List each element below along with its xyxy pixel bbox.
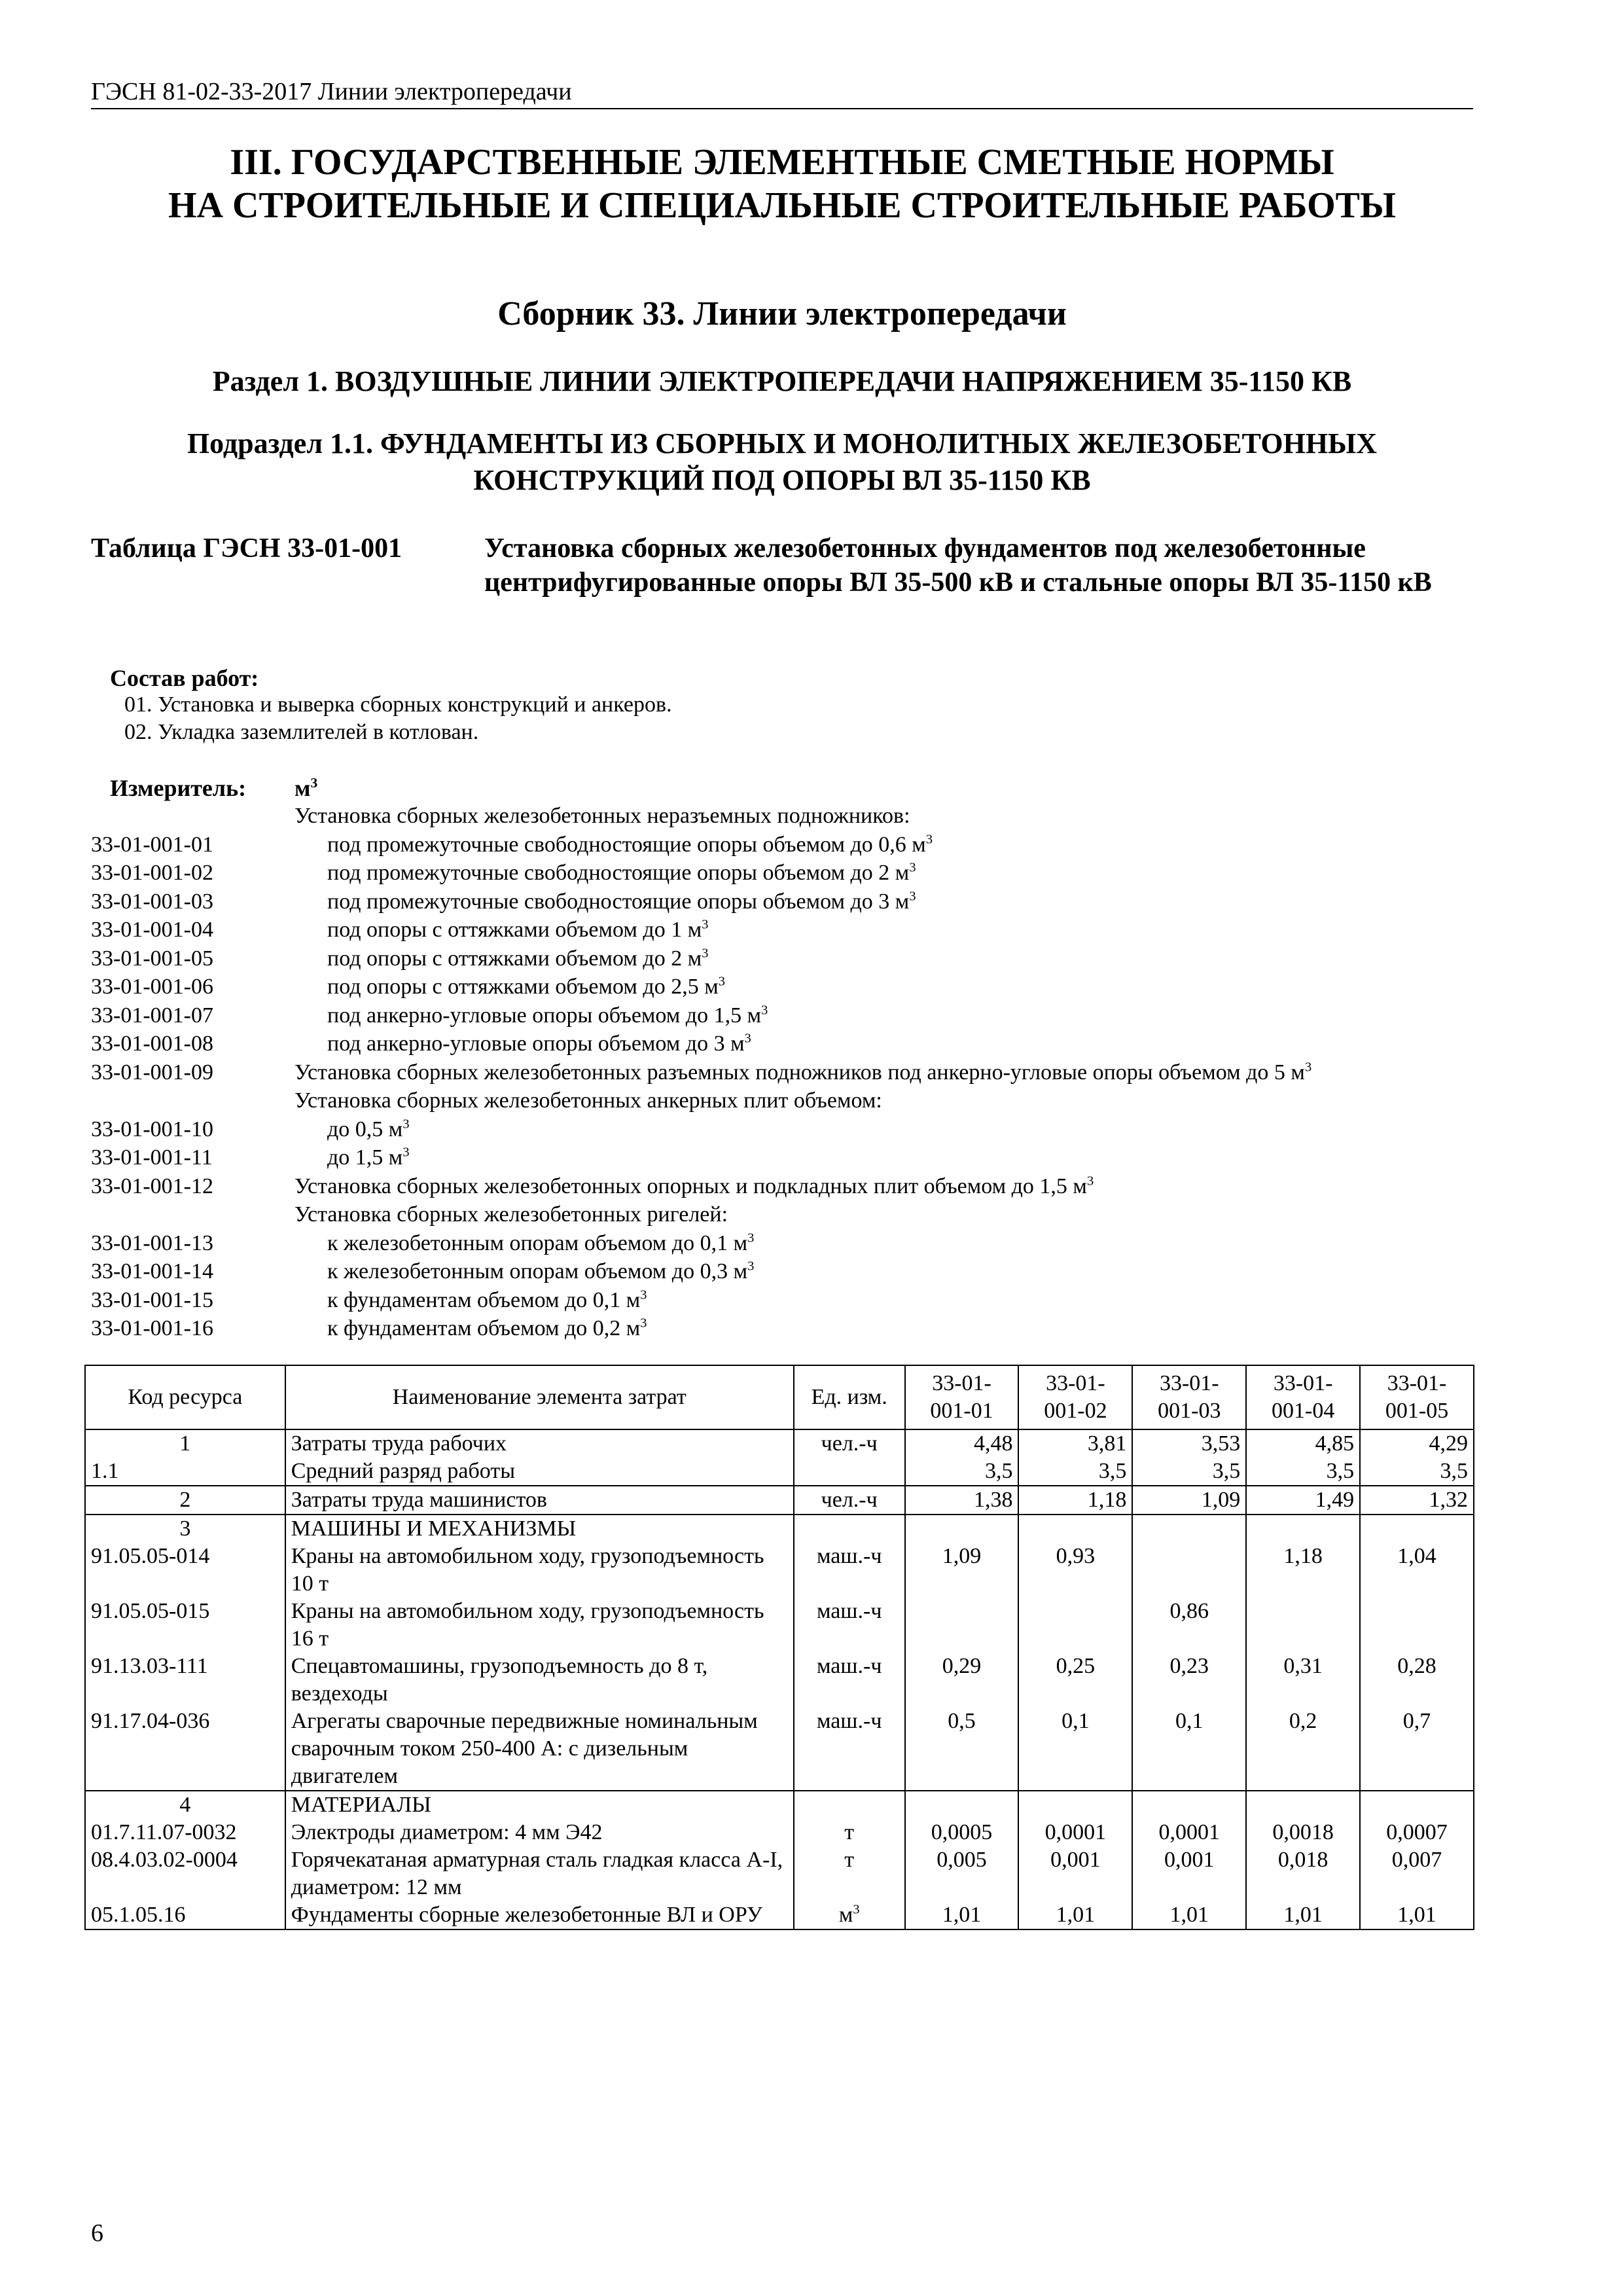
norm-description-text: до 1,5 м — [327, 1145, 403, 1170]
table-row — [85, 1543, 1474, 1598]
resource-value-cell: 3,5 — [1132, 1458, 1246, 1486]
norm-unit-sup: 3 — [761, 1003, 768, 1018]
sostav-item: 02. Укладка заземлителей в котлован. — [124, 720, 479, 744]
table-code: Таблица ГЭСН 33-01-001 — [91, 533, 402, 564]
norm-description — [327, 1145, 410, 1170]
resource-unit-cell — [794, 1901, 905, 1929]
resource-value-cell — [905, 1515, 1019, 1543]
norm-code: 33-01-001-09 — [91, 1060, 213, 1085]
table-row — [85, 1486, 1474, 1515]
resource-unit-text: м — [838, 1903, 853, 1927]
table-header-cell: 33-01- 001-01 — [905, 1365, 1019, 1429]
running-header: ГЭСН 81-02-33-2017 Линии электропередачи — [91, 78, 572, 105]
norm-code: 33-01-001-05 — [91, 946, 213, 971]
table-header-cell: 33-01- 001-03 — [1132, 1365, 1246, 1429]
resource-unit-cell: чел.-ч — [794, 1429, 905, 1458]
norm-description-text: до 0,5 м — [327, 1117, 403, 1141]
resource-value-cell: 0,25 — [1018, 1653, 1132, 1708]
table-header-cell: Ед. изм. — [794, 1365, 905, 1429]
resource-value-cell: 0,0005 — [905, 1819, 1019, 1846]
table-row — [85, 1791, 1474, 1819]
resource-value-cell: 0,0001 — [1018, 1819, 1132, 1846]
norm-description-text: Установка сборных железобетонных опорных и подкладных плит объемом до 1,5 м — [294, 1174, 1087, 1198]
table-header-row — [85, 1365, 1474, 1429]
resource-value-cell: 1,09 — [905, 1543, 1019, 1598]
resource-value-cell: 1,01 — [1132, 1901, 1246, 1929]
resource-unit-cell: маш.-ч — [794, 1543, 905, 1598]
norm-description — [294, 1088, 882, 1113]
resource-value-cell: 1,18 — [1018, 1486, 1132, 1515]
table-row — [85, 1846, 1474, 1901]
norm-code: 33-01-001-07 — [91, 1003, 213, 1028]
norm-unit-sup: 3 — [640, 1316, 647, 1331]
resource-value-cell: 3,81 — [1018, 1429, 1132, 1458]
izmeritel-unit-sup: 3 — [310, 775, 318, 791]
resource-value-cell: 0,93 — [1018, 1543, 1132, 1598]
resource-unit-cell — [794, 1458, 905, 1486]
norm-code: 33-01-001-11 — [91, 1145, 213, 1170]
norm-unit-sup: 3 — [640, 1287, 647, 1302]
resource-value-cell: 0,29 — [905, 1653, 1019, 1708]
norm-code: 33-01-001-02 — [91, 861, 213, 885]
resource-value-cell: 1,09 — [1132, 1486, 1246, 1515]
resource-value-cell: 1,01 — [1018, 1901, 1132, 1929]
norm-description — [327, 1288, 647, 1313]
resource-value-cell: 4,29 — [1360, 1429, 1474, 1458]
resource-name-cell: Горячекатаная арматурная сталь гладкая класса А-I, диаметром: 12 мм — [285, 1846, 794, 1901]
norm-description — [327, 1117, 410, 1142]
norm-description-text: под промежуточные свободностоящие опоры объемом до 3 м — [327, 889, 910, 914]
resource-code-cell: 91.05.05-015 — [85, 1598, 285, 1653]
resource-value-cell: 4,48 — [905, 1429, 1019, 1458]
resource-unit-cell — [794, 1791, 905, 1819]
resource-value-cell — [1246, 1791, 1360, 1819]
resource-code-cell: 05.1.05.16 — [85, 1901, 285, 1929]
resource-value-cell — [1132, 1791, 1246, 1819]
resource-value-cell: 0,31 — [1246, 1653, 1360, 1708]
table-description: Установка сборных железобетонных фундаментов под железобетонные центрифугированные опоры ВЛ 35-500 кВ и стальные опоры ВЛ 35-1150 кВ — [484, 533, 1432, 598]
norm-code: 33-01-001-10 — [91, 1117, 213, 1141]
section-title: Раздел 1. ВОЗДУШНЫЕ ЛИНИИ ЭЛЕКТРОПЕРЕДАЧИ НАПРЯЖЕНИЕМ 35-1150 КВ — [212, 365, 1352, 397]
resource-value-cell: 0,7 — [1360, 1708, 1474, 1791]
resource-code-cell: 91.17.04-036 — [85, 1708, 285, 1791]
resource-value-cell — [1246, 1598, 1360, 1653]
sostav-title: Состав работ: — [110, 665, 259, 691]
norm-description-text: под анкерно-угловые опоры объемом до 3 м — [327, 1031, 745, 1056]
table-body — [85, 1429, 1474, 1929]
norm-unit-sup: 3 — [718, 974, 725, 989]
norm-unit-sup: 3 — [402, 1117, 410, 1132]
izmeritel-unit-text: м — [294, 775, 311, 801]
norm-description — [327, 918, 708, 942]
resource-code-cell: 08.4.03.02-0004 — [85, 1846, 285, 1901]
resource-code-cell: 91.13.03-111 — [85, 1653, 285, 1708]
norm-description-text: Установка сборных железобетонных ригелей: — [294, 1202, 728, 1227]
resource-value-cell — [1132, 1543, 1246, 1598]
resource-table — [84, 1365, 1474, 1930]
norm-description-text: под опоры с оттяжками объемом до 2,5 м — [327, 975, 719, 999]
izmeritel-unit — [294, 774, 317, 802]
norm-code: 33-01-001-16 — [91, 1316, 213, 1340]
norm-description-text: под опоры с оттяжками объемом до 2 м — [327, 946, 702, 971]
header-rule — [91, 108, 1473, 109]
norm-description-text: под промежуточные свободностоящие опоры объемом до 0,6 м — [327, 833, 926, 857]
resource-code-cell: 1.1 — [85, 1458, 285, 1486]
resource-name-cell: Средний разряд работы — [285, 1458, 794, 1486]
resource-value-cell: 1,49 — [1246, 1486, 1360, 1515]
resource-value-cell: 1,32 — [1360, 1486, 1474, 1515]
table-row — [85, 1653, 1474, 1708]
resource-value-cell — [905, 1791, 1019, 1819]
resource-name-cell: МАШИНЫ И МЕХАНИЗМЫ — [285, 1515, 794, 1543]
resource-value-cell — [1360, 1791, 1474, 1819]
resource-code-cell: 4 — [85, 1791, 285, 1819]
resource-value-cell: 3,5 — [1246, 1458, 1360, 1486]
resource-value-cell: 4,85 — [1246, 1429, 1360, 1458]
table-row — [85, 1429, 1474, 1458]
resource-value-cell — [1360, 1515, 1474, 1543]
resource-unit-cell — [794, 1515, 905, 1543]
table-header-cell: 33-01- 001-02 — [1018, 1365, 1132, 1429]
part-title-line1: III. ГОСУДАРСТВЕННЫЕ ЭЛЕМЕНТНЫЕ СМЕТНЫЕ НОРМЫ — [230, 142, 1334, 183]
norm-description-text: к железобетонным опорам объемом до 0,1 м — [327, 1231, 748, 1255]
norm-unit-sup: 3 — [744, 1031, 751, 1046]
norm-code: 33-01-001-12 — [91, 1174, 213, 1198]
norm-description — [294, 1202, 728, 1227]
table-row — [85, 1515, 1474, 1543]
part-title-line2: НА СТРОИТЕЛЬНЫЕ И СПЕЦИАЛЬНЫЕ СТРОИТЕЛЬНЫЕ РАБОТЫ — [168, 185, 1396, 226]
table-row — [85, 1901, 1474, 1929]
table-row — [85, 1819, 1474, 1846]
norm-description-text: под промежуточные свободностоящие опоры объемом до 2 м — [327, 861, 910, 885]
norm-unit-sup: 3 — [747, 1259, 755, 1274]
resource-value-cell — [905, 1598, 1019, 1653]
norm-code: 33-01-001-13 — [91, 1231, 213, 1255]
resource-value-cell — [1018, 1598, 1132, 1653]
norm-code: 33-01-001-08 — [91, 1031, 213, 1056]
resource-value-cell: 1,01 — [905, 1901, 1019, 1929]
resource-unit-cell: чел.-ч — [794, 1486, 905, 1515]
resource-code-cell: 1 — [85, 1429, 285, 1458]
resource-name-cell: Затраты труда машинистов — [285, 1486, 794, 1515]
norm-unit-sup: 3 — [1304, 1060, 1312, 1075]
norm-description-text: Установка сборных железобетонных разъемных подножников под анкерно-угловые опоры объемом до 5 м — [294, 1060, 1305, 1085]
norm-description-text: Установка сборных железобетонных неразъемных подножников: — [294, 804, 910, 828]
resource-unit-sup: 3 — [853, 1902, 860, 1917]
resource-value-cell: 0,28 — [1360, 1653, 1474, 1708]
resource-name-cell: Электроды диаметром: 4 мм Э42 — [285, 1819, 794, 1846]
table-row — [85, 1708, 1474, 1791]
norm-description-text: к железобетонным опорам объемом до 0,3 м — [327, 1259, 748, 1283]
norm-code: 33-01-001-06 — [91, 975, 213, 999]
resource-name-cell: Затраты труда рабочих — [285, 1429, 794, 1458]
subsection-title — [91, 425, 1473, 499]
norm-code: 33-01-001-03 — [91, 889, 213, 914]
table-row — [85, 1458, 1474, 1486]
norm-unit-sup: 3 — [402, 1145, 410, 1160]
resource-value-cell — [1018, 1515, 1132, 1543]
resource-name-cell: Краны на автомобильном ходу, грузоподъемность 16 т — [285, 1598, 794, 1653]
norm-description — [327, 861, 916, 886]
norm-unit-sup: 3 — [702, 946, 709, 961]
resource-name-cell: Спецавтомашины, грузоподъемность до 8 т, вездеходы — [285, 1653, 794, 1708]
resource-unit-cell: маш.-ч — [794, 1708, 905, 1791]
norm-code: 33-01-001-04 — [91, 918, 213, 942]
resource-code-cell: 3 — [85, 1515, 285, 1543]
resource-value-cell: 0,005 — [905, 1846, 1019, 1901]
resource-value-cell: 0,5 — [905, 1708, 1019, 1791]
norm-code: 33-01-001-15 — [91, 1288, 213, 1312]
resource-value-cell: 3,5 — [905, 1458, 1019, 1486]
norm-description — [327, 1231, 754, 1256]
norm-description-text: к фундаментам объемом до 0,1 м — [327, 1288, 641, 1312]
norm-unit-sup: 3 — [747, 1230, 755, 1246]
norm-code: 33-01-001-14 — [91, 1259, 213, 1283]
resource-code-cell: 2 — [85, 1486, 285, 1515]
norm-description — [327, 975, 725, 999]
resource-value-cell: 0,1 — [1018, 1708, 1132, 1791]
norm-description-text: к фундаментам объемом до 0,2 м — [327, 1316, 641, 1340]
norm-unit-sup: 3 — [909, 860, 916, 875]
resource-value-cell: 0,0001 — [1132, 1819, 1246, 1846]
sostav-item: 01. Установка и выверка сборных конструкций и анкеров. — [124, 692, 672, 717]
izmeritel-label: Измеритель: — [110, 775, 247, 801]
resource-value-cell — [1132, 1515, 1246, 1543]
norm-description-text: Установка сборных железобетонных анкерных плит объемом: — [294, 1088, 882, 1113]
resource-name-cell: Агрегаты сварочные передвижные номинальным сварочным током 250-400 А: с дизельным двигателем — [285, 1708, 794, 1791]
resource-name-cell: Краны на автомобильном ходу, грузоподъемность 10 т — [285, 1543, 794, 1598]
norm-unit-sup: 3 — [925, 832, 933, 847]
resource-value-cell: 0,001 — [1018, 1846, 1132, 1901]
resource-unit-cell: маш.-ч — [794, 1598, 905, 1653]
norm-description — [294, 1174, 1094, 1199]
resource-value-cell: 0,2 — [1246, 1708, 1360, 1791]
page-number: 6 — [91, 2219, 103, 2247]
resource-value-cell: 0,0007 — [1360, 1819, 1474, 1846]
resource-value-cell: 0,23 — [1132, 1653, 1246, 1708]
norm-code: 33-01-001-01 — [91, 833, 213, 857]
norm-description — [327, 1316, 647, 1341]
norm-description — [327, 833, 933, 857]
resource-value-cell: 0,86 — [1132, 1598, 1246, 1653]
resource-code-cell: 01.7.11.07-0032 — [85, 1819, 285, 1846]
resource-value-cell — [1018, 1791, 1132, 1819]
resource-unit-cell: т — [794, 1819, 905, 1846]
norm-unit-sup: 3 — [702, 917, 709, 932]
resource-value-cell: 1,18 — [1246, 1543, 1360, 1598]
norm-description — [327, 946, 708, 971]
resource-value-cell: 1,01 — [1360, 1901, 1474, 1929]
part-title — [91, 141, 1473, 227]
resource-name-cell: МАТЕРИАЛЫ — [285, 1791, 794, 1819]
table-header-cell: Код ресурса — [85, 1365, 285, 1429]
resource-value-cell: 0,018 — [1246, 1846, 1360, 1901]
norm-description-text: под анкерно-угловые опоры объемом до 1,5 м — [327, 1003, 762, 1028]
resource-value-cell: 3,5 — [1360, 1458, 1474, 1486]
resource-value-cell — [1246, 1515, 1360, 1543]
table-header-cell: 33-01- 001-05 — [1360, 1365, 1474, 1429]
resource-code-cell: 91.05.05-014 — [85, 1543, 285, 1598]
resource-value-cell: 0,0018 — [1246, 1819, 1360, 1846]
resource-value-cell: 1,01 — [1246, 1901, 1360, 1929]
resource-value-cell: 0,001 — [1132, 1846, 1246, 1901]
collection-title: Сборник 33. Линии электропередачи — [497, 295, 1067, 332]
resource-value-cell: 1,04 — [1360, 1543, 1474, 1598]
norm-unit-sup: 3 — [1086, 1174, 1094, 1189]
subsection-title-line1: Подраздел 1.1. ФУНДАМЕНТЫ ИЗ СБОРНЫХ И МОНОЛИТНЫХ ЖЕЛЕЗОБЕТОННЫХ — [187, 427, 1378, 459]
norm-description — [327, 1259, 754, 1284]
resource-value-cell: 0,1 — [1132, 1708, 1246, 1791]
resource-unit-cell: маш.-ч — [794, 1653, 905, 1708]
resource-name-cell: Фундаменты сборные железобетонные ВЛ и ОРУ — [285, 1901, 794, 1929]
norm-description-text: под опоры с оттяжками объемом до 1 м — [327, 918, 702, 942]
norm-description — [294, 1060, 1311, 1085]
norm-description — [327, 889, 916, 914]
resource-unit-cell: т — [794, 1846, 905, 1901]
norm-description — [327, 1031, 751, 1056]
resource-value-cell: 0,007 — [1360, 1846, 1474, 1901]
resource-value-cell: 3,5 — [1018, 1458, 1132, 1486]
table-row — [85, 1598, 1474, 1653]
norm-unit-sup: 3 — [909, 889, 916, 904]
resource-value-cell: 1,38 — [905, 1486, 1019, 1515]
table-header-cell: 33-01- 001-04 — [1246, 1365, 1360, 1429]
table-header-cell: Наименование элемента затрат — [285, 1365, 794, 1429]
subsection-title-line2: КОНСТРУКЦИЙ ПОД ОПОРЫ ВЛ 35-1150 КВ — [473, 464, 1091, 496]
norm-description — [294, 804, 910, 829]
resource-value-cell: 3,53 — [1132, 1429, 1246, 1458]
resource-value-cell — [1360, 1598, 1474, 1653]
norm-description — [327, 1003, 768, 1028]
